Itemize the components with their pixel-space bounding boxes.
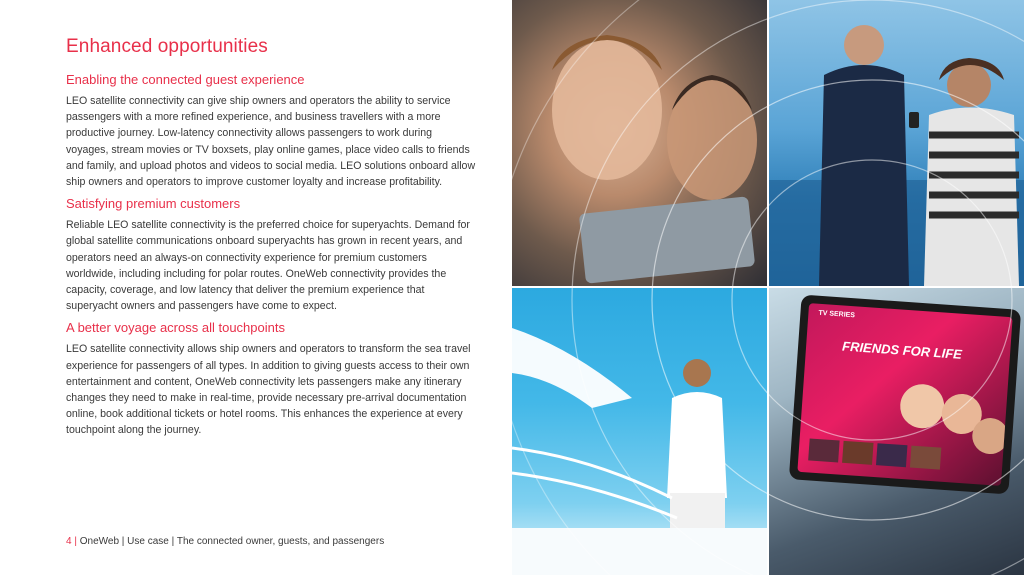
couple-illustration bbox=[769, 0, 1024, 286]
photo-grid bbox=[512, 0, 1024, 575]
footer-separator: | bbox=[74, 536, 77, 547]
streaming-thumbnails bbox=[797, 303, 1012, 486]
teens-illustration bbox=[512, 0, 767, 286]
section-heading-premium-customers: Satisfying premium customers bbox=[66, 196, 241, 212]
section-body-guest-experience: LEO satellite connectivity can give ship owners and operators the ability to service passengers with a more refined experience, and business travellers with a more productive journey. Low-latency connectivity allows passengers to work during voyages, stream movies or TV boxsets, play online games, place video calls to friends and family, and upload photos and videos to social media. LEO solutions onboard allow ship owners and operators to improve customer loyalty and increase profitability. bbox=[66, 95, 476, 189]
show-title: FRIENDS FOR LIFE bbox=[841, 338, 963, 362]
photo-teens-with-tablet bbox=[512, 0, 767, 286]
page-number: 4 bbox=[66, 536, 72, 547]
section-heading-touchpoints: A better voyage across all touchpoints bbox=[66, 320, 285, 336]
photo-tablet-streaming bbox=[769, 288, 1024, 575]
tablet-screen bbox=[797, 303, 1012, 486]
yacht-crew-illustration bbox=[512, 288, 767, 575]
tablet-device bbox=[789, 295, 1021, 495]
section-body-touchpoints: LEO satellite connectivity allows ship owners and operators to transform the sea travel experience for passengers of all types. In addition to giving guests access to their own entertainment and content, OneWeb connectivity lets passengers make any itinerary changes they need to make in real-time, provide necessary pre-arrival documentation online, book additional tickets or hotel rooms. This enhances the experience at every touchpoint along the journey. bbox=[66, 343, 471, 437]
section-body-premium-customers: Reliable LEO satellite connectivity is the preferred choice for superyachts. Demand for global satellite communications onboard superyachts has grown in recent years, and operators need an always-on connectivity experience for premium customers worldwide, including including for polar routes. OneWeb connectivity provides the capacity, coverage, and low latency that deliver the premium experience that superyacht owners and passengers have come to expect. bbox=[66, 219, 470, 313]
footer-text: OneWeb | Use case | The connected owner, guests, and passengers bbox=[79, 536, 385, 547]
section-heading-guest-experience: Enabling the connected guest experience bbox=[66, 72, 305, 87]
tv-series-label: TV SERIES bbox=[818, 309, 856, 320]
photo-crew-on-yacht bbox=[512, 288, 767, 575]
page-footer bbox=[66, 536, 384, 547]
photo-couple-on-deck bbox=[769, 0, 1024, 286]
text-column bbox=[66, 36, 476, 445]
page-title: Enhanced opportunities bbox=[66, 36, 268, 57]
